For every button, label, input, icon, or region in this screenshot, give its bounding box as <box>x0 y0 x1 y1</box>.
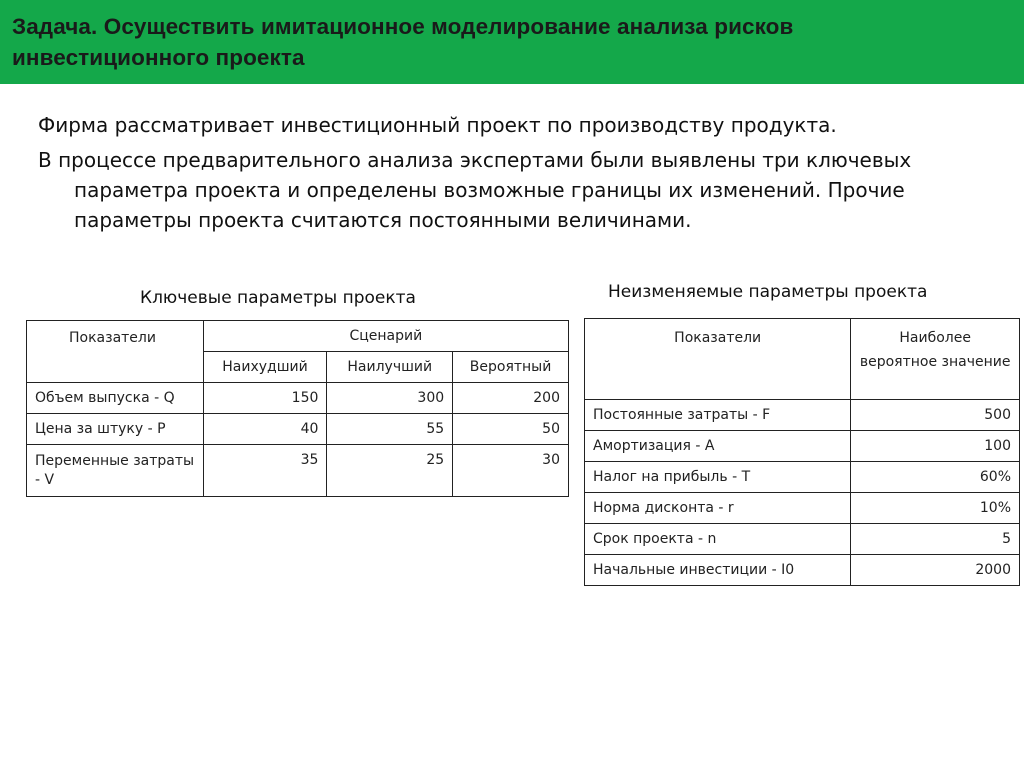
header-indicator: Показатели <box>27 321 204 383</box>
intro-paragraph: Фирма рассматривает инвестиционный проект по производству продукта. <box>38 113 837 137</box>
cell-value: 2000 <box>851 555 1020 586</box>
cell-value: 5 <box>851 524 1020 555</box>
cell-value: 60% <box>851 462 1020 493</box>
cell-value: 500 <box>851 400 1020 431</box>
table-row <box>585 493 1020 524</box>
row-label: Амортизация - A <box>585 431 851 462</box>
cell-value: 50 <box>453 414 569 445</box>
table-header-row <box>585 319 1020 400</box>
fixed-params-caption: Неизменяемые параметры проекта <box>608 282 928 302</box>
cell-value: 10% <box>851 493 1020 524</box>
row-label: Объем выпуска - Q <box>27 383 204 414</box>
cell-value: 200 <box>453 383 569 414</box>
row-label: Переменные затраты - V <box>27 445 204 497</box>
cell-value: 40 <box>203 414 327 445</box>
header-indicator: Показатели <box>585 319 851 400</box>
row-label: Начальные инвестиции - I0 <box>585 555 851 586</box>
row-label: Постоянные затраты - F <box>585 400 851 431</box>
slide-title <box>12 11 1024 73</box>
table-row <box>27 414 569 445</box>
header-worst: Наихудший <box>203 352 327 383</box>
row-label: Срок проекта - n <box>585 524 851 555</box>
slide-title-line1: Задача. Осуществить имитационное моделирование анализа рисков <box>12 14 794 39</box>
table-row <box>585 400 1020 431</box>
table-header-row <box>27 321 569 352</box>
table-row <box>585 431 1020 462</box>
table-row <box>585 555 1020 586</box>
cell-value: 100 <box>851 431 1020 462</box>
table-row <box>27 383 569 414</box>
header-probable: Вероятный <box>453 352 569 383</box>
row-label: Налог на прибыль - T <box>585 462 851 493</box>
cell-value: 35 <box>203 445 327 497</box>
table-row <box>27 445 569 497</box>
table-row <box>585 462 1020 493</box>
title-bar <box>0 0 1024 84</box>
cell-value: 150 <box>203 383 327 414</box>
header-scenario: Сценарий <box>203 321 568 352</box>
header-most-probable: Наиболее вероятное значение <box>851 319 1020 400</box>
cell-value: 300 <box>327 383 453 414</box>
slide-title-line2: инвестиционного проекта <box>12 45 305 70</box>
key-params-caption: Ключевые параметры проекта <box>140 288 416 308</box>
row-label: Цена за штуку - P <box>27 414 204 445</box>
fixed-params-table <box>584 318 1020 586</box>
table-row <box>585 524 1020 555</box>
analysis-paragraph: В процессе предварительного анализа экспертами были выявлены три ключевых параметра проекта и определены возможные границы их изменений. Прочие параметры проекта считаются постоянными величинами. <box>38 148 912 232</box>
cell-value: 25 <box>327 445 453 497</box>
cell-value: 55 <box>327 414 453 445</box>
cell-value: 30 <box>453 445 569 497</box>
key-params-table <box>26 320 569 497</box>
row-label: Норма дисконта - r <box>585 493 851 524</box>
header-best: Наилучший <box>327 352 453 383</box>
